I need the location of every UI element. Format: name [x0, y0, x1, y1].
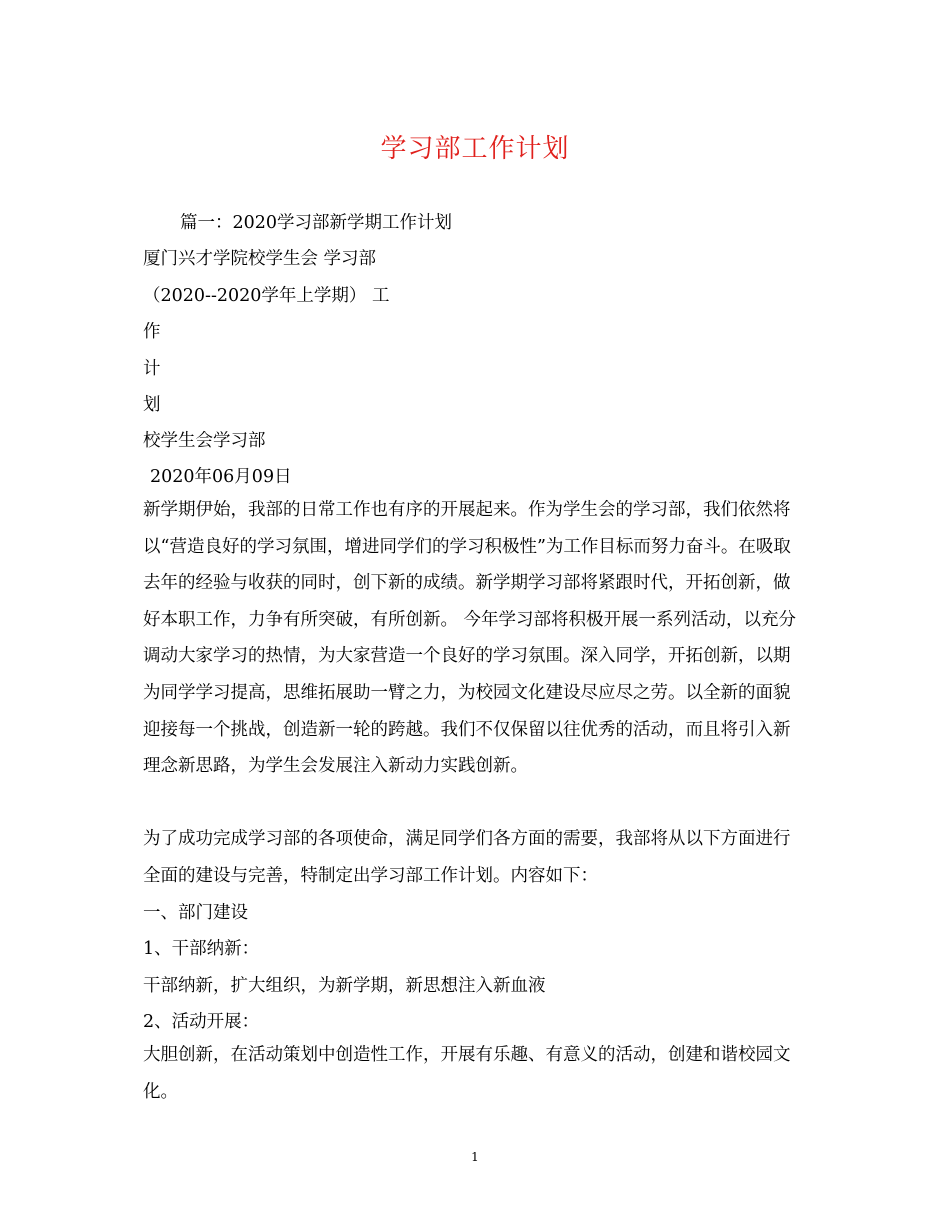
section-heading: 一、部门建设 [143, 903, 248, 923]
vertical-char-3: 划 [143, 395, 161, 415]
date-line: 2020年06月09日 [150, 467, 292, 487]
page-number: 1 [471, 1150, 479, 1164]
org-line: 厦门兴才学院校学生会 学习部 [143, 249, 377, 269]
vertical-char-1: 作 [143, 322, 161, 342]
item-text-2: 大胆创新，在活动策划中创造性工作，开展有乐趣、有意义的活动，创建和谐校园文化。 [143, 1045, 791, 1102]
vertical-char-2: 计 [143, 359, 161, 379]
item-text-1: 干部纳新，扩大组织，为新学期，新思想注入新血液 [143, 976, 546, 996]
author-line: 校学生会学习部 [143, 431, 266, 451]
term-line: （2020--2020学年上学期） 工 [143, 286, 390, 306]
item-heading-1: 1、干部纳新： [143, 939, 260, 959]
item-heading-2: 2、活动开展： [143, 1012, 260, 1032]
subtitle-line: 篇一：2020学习部新学期工作计划 [180, 213, 453, 233]
intro-paragraph: 新学期伊始，我部的日常工作也有序的开展起来。作为学生会的学习部，我们依然将以“营造良好的学习氛围，增进同学们的学习积极性”为工作目标而努力奋斗。在吸取去年的经验与收获的同时，创下新的成绩。新学期学习部将紧跟时代，开拓创新，做好本职工作，力争有所突破，有所创新。 今年学习部将积极开展一系列活动，以充分调动大家学习的热情，为大家营造一个良好的学习氛围。深入同学，开拓创新，以期为同学学习提高，思维拓展助一臂之力，为校园文化建设尽应尽之劳。以全新的面貌迎接每一个挑战，创造新一轮的跨越。我们不仅保留以往优秀的活动，而且将引入新理念新思路，为学生会发展注入新动力实践创新。 [143, 500, 797, 777]
plan-paragraph: 为了成功完成学习部的各项使命，满足同学们各方面的需要，我部将从以下方面进行全面的建设与完善，特制定出学习部工作计划。内容如下： [143, 829, 791, 886]
document-title: 学习部工作计划 [380, 134, 570, 164]
